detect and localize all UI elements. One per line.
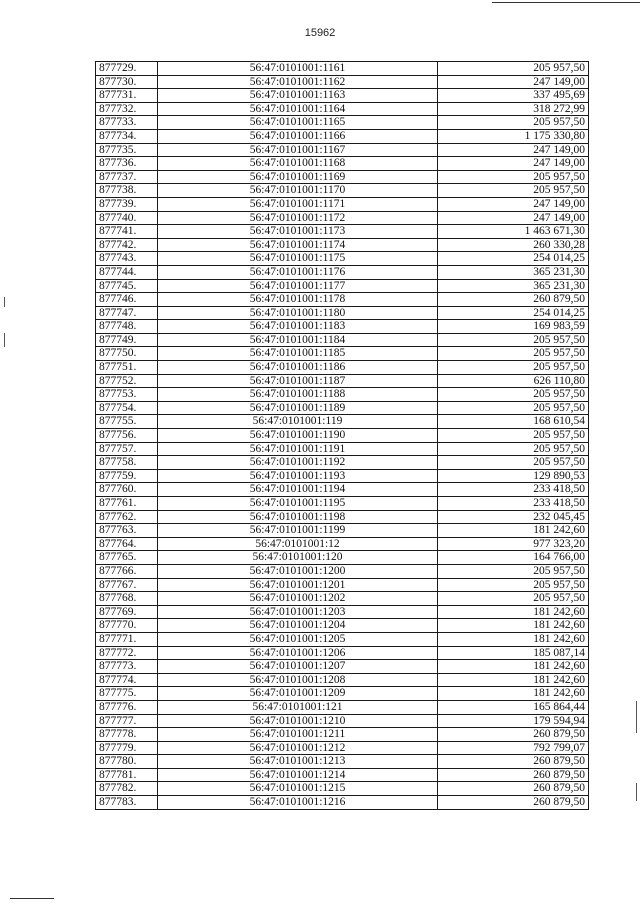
row-number: 877752. xyxy=(96,374,158,388)
scan-mark-right-1 xyxy=(636,701,637,733)
table-row xyxy=(96,578,589,592)
cadastral-value: 168 610,54 xyxy=(438,415,589,429)
table-row xyxy=(96,429,589,443)
row-number: 877729. xyxy=(96,62,158,76)
table-row xyxy=(96,374,589,388)
cadastral-number: 56:47:0101001:1171 xyxy=(158,197,438,211)
table-row xyxy=(96,728,589,742)
row-number: 877775. xyxy=(96,687,158,701)
cadastral-value: 626 110,80 xyxy=(438,374,589,388)
cadastral-number: 56:47:0101001:1166 xyxy=(158,129,438,143)
cadastral-value: 205 957,50 xyxy=(438,442,589,456)
row-number: 877765. xyxy=(96,551,158,565)
cadastral-number: 56:47:0101001:1178 xyxy=(158,293,438,307)
cadastral-value: 205 957,50 xyxy=(438,578,589,592)
row-number: 877745. xyxy=(96,279,158,293)
cadastral-value: 318 272,99 xyxy=(438,102,589,116)
cadastral-value: 1 463 671,30 xyxy=(438,225,589,239)
table-row xyxy=(96,265,589,279)
cadastral-number: 56:47:0101001:1185 xyxy=(158,347,438,361)
cadastral-value: 205 957,50 xyxy=(438,184,589,198)
row-number: 877779. xyxy=(96,741,158,755)
table-row xyxy=(96,388,589,402)
table-row xyxy=(96,143,589,157)
cadastral-value: 205 957,50 xyxy=(438,170,589,184)
row-number: 877738. xyxy=(96,184,158,198)
row-number: 877781. xyxy=(96,768,158,782)
cadastral-value: 169 983,59 xyxy=(438,320,589,334)
row-number: 877769. xyxy=(96,605,158,619)
cadastral-value: 181 242,60 xyxy=(438,660,589,674)
table-row xyxy=(96,116,589,130)
cadastral-number: 56:47:0101001:1211 xyxy=(158,728,438,742)
cadastral-value: 205 957,50 xyxy=(438,592,589,606)
cadastral-number: 56:47:0101001:1214 xyxy=(158,768,438,782)
table-row xyxy=(96,442,589,456)
cadastral-number: 56:47:0101001:1163 xyxy=(158,89,438,103)
table-row xyxy=(96,320,589,334)
row-number: 877753. xyxy=(96,388,158,402)
table-row xyxy=(96,333,589,347)
cadastral-value: 260 879,50 xyxy=(438,782,589,796)
row-number: 877737. xyxy=(96,170,158,184)
cadastral-value: 260 879,50 xyxy=(438,728,589,742)
table-row xyxy=(96,456,589,470)
row-number: 877761. xyxy=(96,497,158,511)
cadastral-number: 56:47:0101001:1191 xyxy=(158,442,438,456)
table-row xyxy=(96,347,589,361)
table-row xyxy=(96,401,589,415)
row-number: 877755. xyxy=(96,415,158,429)
row-number: 877772. xyxy=(96,646,158,660)
cadastral-number: 56:47:0101001:1195 xyxy=(158,497,438,511)
cadastral-value: 205 957,50 xyxy=(438,429,589,443)
cadastral-number: 56:47:0101001:1198 xyxy=(158,510,438,524)
cadastral-number: 56:47:0101001:1176 xyxy=(158,265,438,279)
table-row xyxy=(96,361,589,375)
table-row xyxy=(96,469,589,483)
cadastral-value: 129 890,53 xyxy=(438,469,589,483)
row-number: 877736. xyxy=(96,157,158,171)
cadastral-number: 56:47:0101001:1172 xyxy=(158,211,438,225)
table-row xyxy=(96,632,589,646)
cadastral-value: 247 149,00 xyxy=(438,143,589,157)
table-row xyxy=(96,687,589,701)
cadastral-value: 254 014,25 xyxy=(438,252,589,266)
row-number: 877756. xyxy=(96,429,158,443)
cadastral-number: 56:47:0101001:1203 xyxy=(158,605,438,619)
table-row xyxy=(96,293,589,307)
table-row xyxy=(96,660,589,674)
cadastral-value: 977 323,20 xyxy=(438,537,589,551)
row-number: 877748. xyxy=(96,320,158,334)
row-number: 877771. xyxy=(96,632,158,646)
row-number: 877768. xyxy=(96,592,158,606)
cadastral-number: 56:47:0101001:121 xyxy=(158,700,438,714)
row-number: 877764. xyxy=(96,537,158,551)
cadastral-value: 260 879,50 xyxy=(438,293,589,307)
cadastral-number: 56:47:0101001:120 xyxy=(158,551,438,565)
row-number: 877783. xyxy=(96,796,158,810)
cadastral-number: 56:47:0101001:1187 xyxy=(158,374,438,388)
cadastral-number: 56:47:0101001:1206 xyxy=(158,646,438,660)
scan-mark-right-2 xyxy=(636,783,637,801)
table-row xyxy=(96,537,589,551)
cadastral-number: 56:47:0101001:1200 xyxy=(158,564,438,578)
cadastral-number: 56:47:0101001:1209 xyxy=(158,687,438,701)
cadastral-value: 247 149,00 xyxy=(438,197,589,211)
table-row xyxy=(96,551,589,565)
cadastral-value: 205 957,50 xyxy=(438,62,589,76)
cadastral-number: 56:47:0101001:1186 xyxy=(158,361,438,375)
cadastral-number: 56:47:0101001:1199 xyxy=(158,524,438,538)
table-row xyxy=(96,102,589,116)
row-number: 877774. xyxy=(96,673,158,687)
table-row xyxy=(96,157,589,171)
cadastral-table xyxy=(95,61,589,810)
cadastral-value: 232 045,45 xyxy=(438,510,589,524)
row-number: 877763. xyxy=(96,524,158,538)
row-number: 877732. xyxy=(96,102,158,116)
table-row xyxy=(96,483,589,497)
table-row xyxy=(96,700,589,714)
row-number: 877750. xyxy=(96,347,158,361)
top-rule xyxy=(492,2,640,3)
cadastral-value: 1 175 330,80 xyxy=(438,129,589,143)
table-row xyxy=(96,170,589,184)
table-row xyxy=(96,129,589,143)
row-number: 877734. xyxy=(96,129,158,143)
cadastral-number: 56:47:0101001:1194 xyxy=(158,483,438,497)
table-row xyxy=(96,673,589,687)
cadastral-number: 56:47:0101001:1204 xyxy=(158,619,438,633)
cadastral-number: 56:47:0101001:1205 xyxy=(158,632,438,646)
cadastral-value: 181 242,60 xyxy=(438,673,589,687)
row-number: 877742. xyxy=(96,238,158,252)
table-row xyxy=(96,252,589,266)
cadastral-number: 56:47:0101001:1216 xyxy=(158,796,438,810)
row-number: 877758. xyxy=(96,456,158,470)
cadastral-value: 260 330,28 xyxy=(438,238,589,252)
cadastral-value: 792 799,07 xyxy=(438,741,589,755)
row-number: 877733. xyxy=(96,116,158,130)
cadastral-number: 56:47:0101001:1189 xyxy=(158,401,438,415)
row-number: 877762. xyxy=(96,510,158,524)
cadastral-value: 233 418,50 xyxy=(438,497,589,511)
cadastral-number: 56:47:0101001:1164 xyxy=(158,102,438,116)
cadastral-value: 181 242,60 xyxy=(438,605,589,619)
cadastral-number: 56:47:0101001:1177 xyxy=(158,279,438,293)
row-number: 877778. xyxy=(96,728,158,742)
cadastral-value: 365 231,30 xyxy=(438,279,589,293)
cadastral-value: 205 957,50 xyxy=(438,564,589,578)
table-row xyxy=(96,524,589,538)
row-number: 877730. xyxy=(96,75,158,89)
cadastral-number: 56:47:0101001:1170 xyxy=(158,184,438,198)
row-number: 877759. xyxy=(96,469,158,483)
cadastral-number: 56:47:0101001:1161 xyxy=(158,62,438,76)
cadastral-value: 181 242,60 xyxy=(438,687,589,701)
cadastral-value: 181 242,60 xyxy=(438,619,589,633)
row-number: 877770. xyxy=(96,619,158,633)
table-row xyxy=(96,62,589,76)
table-row xyxy=(96,306,589,320)
row-number: 877731. xyxy=(96,89,158,103)
table-row xyxy=(96,497,589,511)
cadastral-value: 205 957,50 xyxy=(438,456,589,470)
row-number: 877740. xyxy=(96,211,158,225)
row-number: 877754. xyxy=(96,401,158,415)
cadastral-number: 56:47:0101001:1183 xyxy=(158,320,438,334)
cadastral-value: 205 957,50 xyxy=(438,347,589,361)
cadastral-number: 56:47:0101001:1180 xyxy=(158,306,438,320)
cadastral-number: 56:47:0101001:1212 xyxy=(158,741,438,755)
cadastral-value: 205 957,50 xyxy=(438,388,589,402)
row-number: 877757. xyxy=(96,442,158,456)
row-number: 877766. xyxy=(96,564,158,578)
row-number: 877760. xyxy=(96,483,158,497)
cadastral-value: 179 594,94 xyxy=(438,714,589,728)
cadastral-value: 337 495,69 xyxy=(438,89,589,103)
cadastral-value: 365 231,30 xyxy=(438,265,589,279)
cadastral-value: 205 957,50 xyxy=(438,116,589,130)
cadastral-number: 56:47:0101001:1173 xyxy=(158,225,438,239)
table-row xyxy=(96,238,589,252)
cadastral-value: 247 149,00 xyxy=(438,157,589,171)
cadastral-number: 56:47:0101001:1215 xyxy=(158,782,438,796)
cadastral-number: 56:47:0101001:1175 xyxy=(158,252,438,266)
cadastral-value: 205 957,50 xyxy=(438,333,589,347)
table-row xyxy=(96,782,589,796)
row-number: 877749. xyxy=(96,333,158,347)
row-number: 877780. xyxy=(96,755,158,769)
cadastral-number: 56:47:0101001:1207 xyxy=(158,660,438,674)
table-row xyxy=(96,225,589,239)
row-number: 877735. xyxy=(96,143,158,157)
cadastral-value: 164 766,00 xyxy=(438,551,589,565)
cadastral-number: 56:47:0101001:1208 xyxy=(158,673,438,687)
row-number: 877743. xyxy=(96,252,158,266)
cadastral-number: 56:47:0101001:119 xyxy=(158,415,438,429)
table-row xyxy=(96,197,589,211)
table-row xyxy=(96,592,589,606)
cadastral-value: 247 149,00 xyxy=(438,75,589,89)
scan-mark-left-1 xyxy=(4,297,5,307)
cadastral-number: 56:47:0101001:1169 xyxy=(158,170,438,184)
table-row xyxy=(96,510,589,524)
table-row xyxy=(96,796,589,810)
cadastral-value: 205 957,50 xyxy=(438,401,589,415)
table-body xyxy=(96,62,589,810)
table-row xyxy=(96,619,589,633)
cadastral-value: 260 879,50 xyxy=(438,768,589,782)
cadastral-number: 56:47:0101001:1210 xyxy=(158,714,438,728)
cadastral-number: 56:47:0101001:1174 xyxy=(158,238,438,252)
table-row xyxy=(96,184,589,198)
cadastral-number: 56:47:0101001:12 xyxy=(158,537,438,551)
table-row xyxy=(96,564,589,578)
table-row xyxy=(96,714,589,728)
cadastral-number: 56:47:0101001:1201 xyxy=(158,578,438,592)
row-number: 877776. xyxy=(96,700,158,714)
row-number: 877767. xyxy=(96,578,158,592)
cadastral-number: 56:47:0101001:1213 xyxy=(158,755,438,769)
table-row xyxy=(96,755,589,769)
cadastral-value: 181 242,60 xyxy=(438,632,589,646)
row-number: 877739. xyxy=(96,197,158,211)
table-row xyxy=(96,89,589,103)
table-row xyxy=(96,211,589,225)
cadastral-value: 185 087,14 xyxy=(438,646,589,660)
cadastral-number: 56:47:0101001:1190 xyxy=(158,429,438,443)
cadastral-number: 56:47:0101001:1162 xyxy=(158,75,438,89)
scan-mark-left-2 xyxy=(4,333,5,347)
row-number: 877751. xyxy=(96,361,158,375)
cadastral-number: 56:47:0101001:1184 xyxy=(158,333,438,347)
cadastral-value: 247 149,00 xyxy=(438,211,589,225)
cadastral-number: 56:47:0101001:1188 xyxy=(158,388,438,402)
cadastral-value: 260 879,50 xyxy=(438,796,589,810)
cadastral-number: 56:47:0101001:1167 xyxy=(158,143,438,157)
row-number: 877773. xyxy=(96,660,158,674)
cadastral-number: 56:47:0101001:1192 xyxy=(158,456,438,470)
table-row xyxy=(96,605,589,619)
table-row xyxy=(96,741,589,755)
table-row xyxy=(96,279,589,293)
cadastral-number: 56:47:0101001:1165 xyxy=(158,116,438,130)
row-number: 877777. xyxy=(96,714,158,728)
page-number: 15962 xyxy=(304,27,336,39)
table-row xyxy=(96,75,589,89)
cadastral-value: 181 242,60 xyxy=(438,524,589,538)
row-number: 877746. xyxy=(96,293,158,307)
cadastral-value: 205 957,50 xyxy=(438,361,589,375)
table-row xyxy=(96,415,589,429)
table-row xyxy=(96,768,589,782)
cadastral-value: 233 418,50 xyxy=(438,483,589,497)
row-number: 877744. xyxy=(96,265,158,279)
row-number: 877741. xyxy=(96,225,158,239)
bottom-rule xyxy=(10,898,54,899)
cadastral-number: 56:47:0101001:1168 xyxy=(158,157,438,171)
table-row xyxy=(96,646,589,660)
cadastral-number: 56:47:0101001:1193 xyxy=(158,469,438,483)
row-number: 877782. xyxy=(96,782,158,796)
cadastral-number: 56:47:0101001:1202 xyxy=(158,592,438,606)
row-number: 877747. xyxy=(96,306,158,320)
cadastral-value: 165 864,44 xyxy=(438,700,589,714)
cadastral-value: 260 879,50 xyxy=(438,755,589,769)
cadastral-value: 254 014,25 xyxy=(438,306,589,320)
